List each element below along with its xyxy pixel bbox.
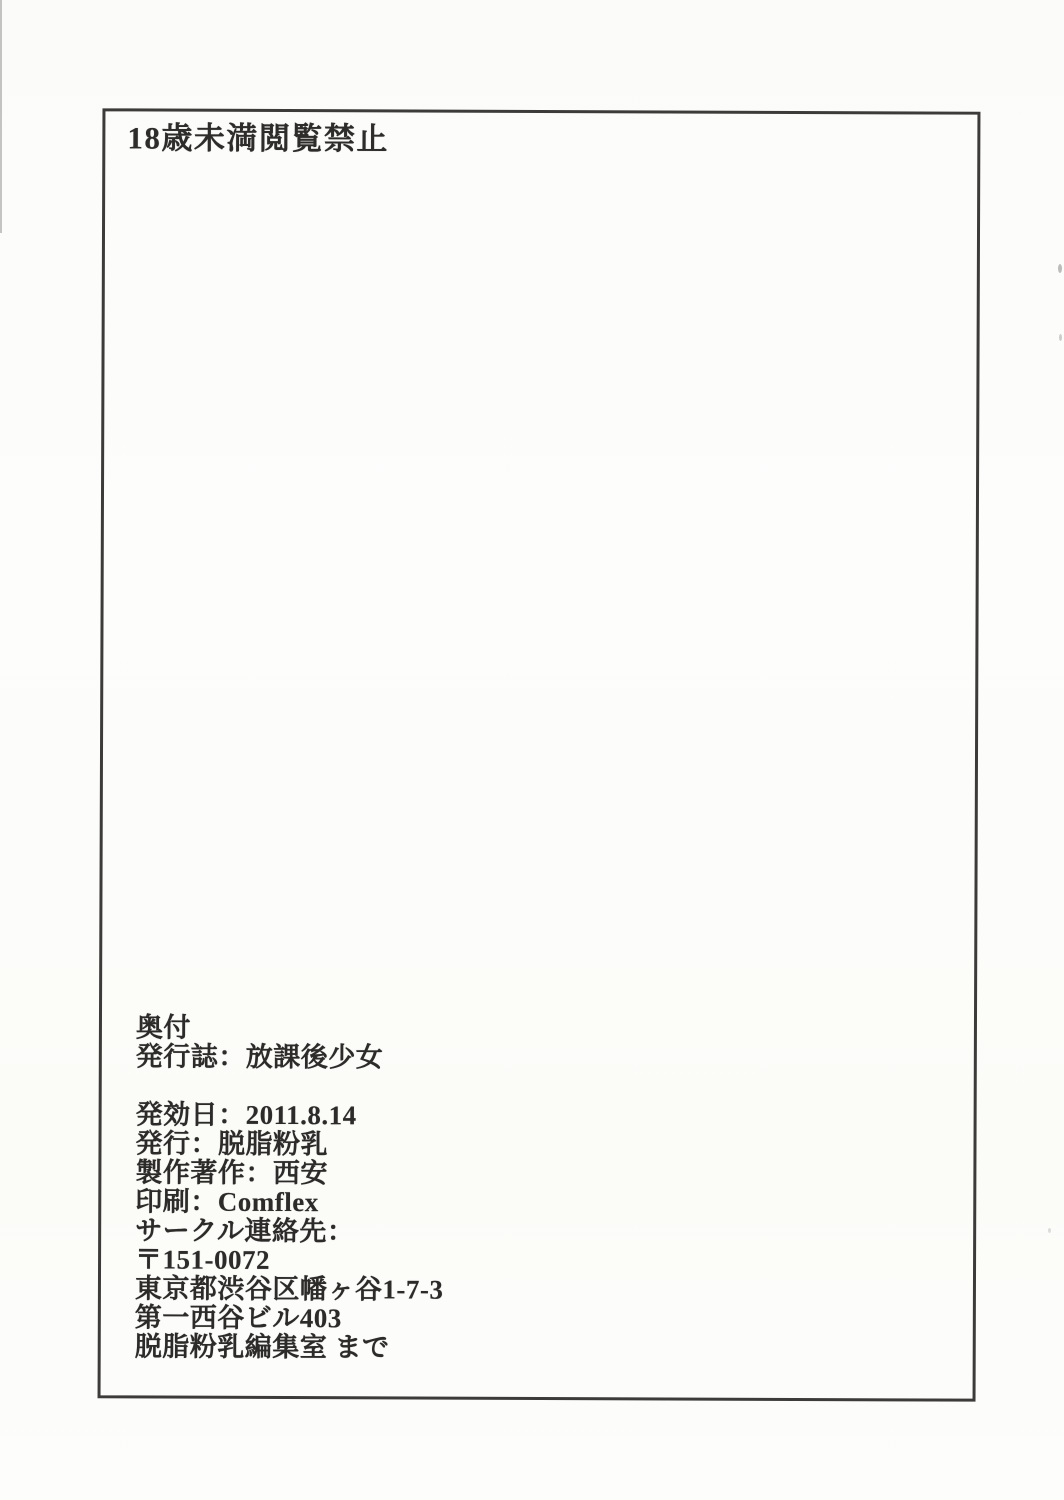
colophon-address-line3: 脱脂粉乳編集室 まで [134,1331,390,1363]
colophon-author-line: 製作著作：西安 [135,1157,328,1189]
scan-edge-artifact [0,0,2,233]
colophon-address-line1: 東京都渋谷区幡ヶ谷1-7-3 [134,1273,444,1305]
colophon-contact-label: サークル連絡先： [135,1215,355,1247]
colophon-blank-line [136,1071,445,1101]
scan-dust-artifact [1059,334,1062,341]
age-restriction-notice: 18歳未満閲覧禁止 [127,120,389,157]
colophon-block [135,1013,445,1362]
colophon-title: 奥付 [135,1012,192,1043]
colophon-printer-line: 印刷：Comflex [135,1186,319,1218]
scan-dust-artifact [1058,264,1062,273]
scan-dust-artifact [1048,1228,1051,1233]
colophon-publisher-line: 発行：脱脂粉乳 [135,1128,329,1160]
colophon-postal-code: 〒151-0072 [135,1244,271,1275]
page-border-box [98,108,981,1401]
colophon-publication-line: 発行誌：放課後少女 [135,1041,384,1073]
colophon-address-line2: 第一西谷ビル403 [134,1302,342,1334]
colophon-date-line: 発効日：2011.8.14 [135,1099,357,1131]
